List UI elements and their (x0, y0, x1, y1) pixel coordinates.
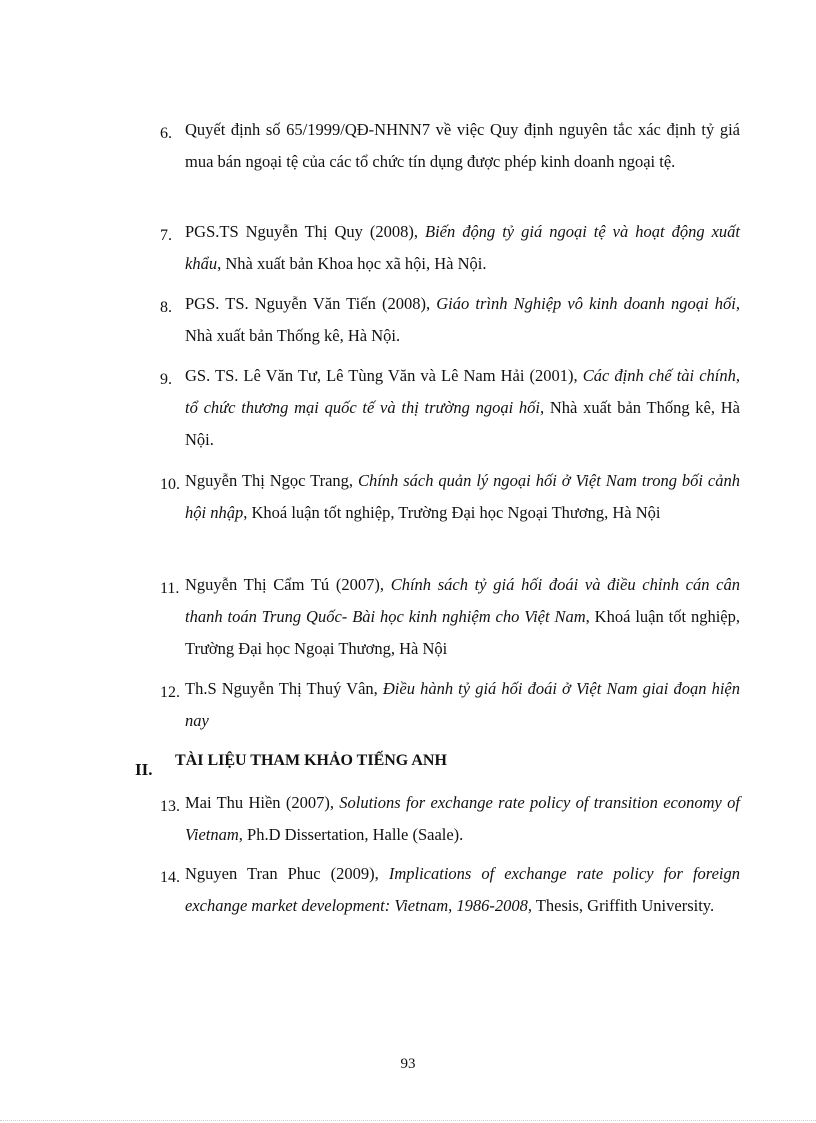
reference-authors: Nguyễn Thị Cẩm Tú (2007), (185, 575, 391, 594)
reference-publisher: , Khoá luận tốt nghiệp, Trường Đại học Ngoại Thương, Hà Nội (243, 503, 661, 522)
reference-text (185, 858, 740, 922)
section-number: II. (135, 760, 153, 779)
reference-text (185, 360, 740, 456)
reference-text (185, 787, 740, 851)
reference-item (160, 858, 740, 922)
reference-authors: PGS.TS Nguyễn Thị Quy (2008), (185, 222, 425, 241)
reference-number: 8. (160, 299, 172, 316)
reference-text (185, 288, 740, 352)
reference-authors: Quyết định số 65/1999/QĐ-NHNN7 về việc Quy định nguyên tắc xác định tỷ giá mua bán ngoại tệ của các tổ chức tín dụng được phép kinh doanh ngoại tệ. (185, 120, 740, 171)
reference-number: 13. (160, 798, 180, 815)
reference-item (160, 465, 740, 529)
reference-title: Chính sách tỷ giá hối đoái và điều chỉnh cán cân thanh toán Trung Quốc- Bài học kinh nghiệm cho Việt Nam (185, 575, 740, 626)
reference-number: 10. (160, 476, 180, 493)
reference-publisher: , Nhà xuất bản Thống kê, Hà Nội. (185, 398, 740, 449)
reference-number: 11. (160, 580, 180, 597)
page-bottom-divider (0, 1120, 816, 1121)
reference-item (160, 216, 740, 280)
reference-publisher: , Nhà xuất bản Khoa học xã hội, Hà Nội. (217, 254, 487, 273)
reference-title: Giáo trình Nghiệp vô kinh doanh ngoại hối, (436, 294, 740, 313)
reference-number: 14. (160, 869, 180, 886)
reference-number: 7. (160, 227, 172, 244)
reference-authors: Nguyen Tran Phuc (2009), (185, 864, 389, 883)
reference-authors: Th.S Nguyễn Thị Thuý Vân, (185, 679, 383, 698)
reference-number: 9. (160, 371, 172, 388)
reference-text (185, 465, 740, 529)
reference-publisher: Thesis, Griffith University. (532, 896, 715, 915)
reference-authors: GS. TS. Lê Văn Tư, Lê Tùng Văn và Lê Nam Hải (2001), (185, 366, 583, 385)
reference-title: Implications of exchange rate policy for foreign exchange market development: Vietnam, 1986-2008, (185, 864, 740, 915)
reference-number: 6. (160, 125, 172, 142)
reference-authors: Nguyễn Thị Ngọc Trang, (185, 471, 358, 490)
reference-text (185, 569, 740, 665)
reference-item (160, 569, 740, 665)
reference-title: Điều hành tỷ giá hối đoái ở Việt Nam giai đoạn hiện nay (185, 679, 740, 730)
reference-title: Solutions for exchange rate policy of transition economy of Vietnam (185, 793, 740, 844)
reference-title: Chính sách quản lý ngoại hối ở Việt Nam trong bối cảnh hội nhập (185, 471, 740, 522)
reference-item (160, 114, 740, 178)
reference-item (160, 787, 740, 851)
reference-authors: Mai Thu Hiền (2007), (185, 793, 340, 812)
reference-text (185, 673, 740, 737)
reference-item (160, 360, 740, 456)
reference-text (185, 114, 740, 178)
reference-item (160, 288, 740, 352)
reference-publisher: Nhà xuất bản Thống kê, Hà Nội. (185, 326, 401, 345)
reference-title: Biến động tỷ giá ngoại tệ và hoạt động xuất khẩu (185, 222, 740, 273)
section-title: TÀI LIỆU THAM KHẢO TIẾNG ANH (175, 752, 447, 769)
reference-publisher: , Khoá luận tốt nghiệp, Trường Đại học Ngoại Thương, Hà Nội (185, 607, 740, 658)
reference-authors: PGS. TS. Nguyễn Văn Tiến (2008), (185, 294, 437, 313)
reference-number: 12. (160, 684, 180, 701)
reference-title: Các định chế tài chính, tổ chức thương mại quốc tế và thị trường ngoại hối (185, 366, 740, 417)
reference-text (185, 216, 740, 280)
page-number: 93 (400, 1056, 416, 1072)
reference-publisher: , Ph.D Dissertation, Halle (Saale). (238, 825, 464, 844)
reference-item (160, 673, 740, 737)
